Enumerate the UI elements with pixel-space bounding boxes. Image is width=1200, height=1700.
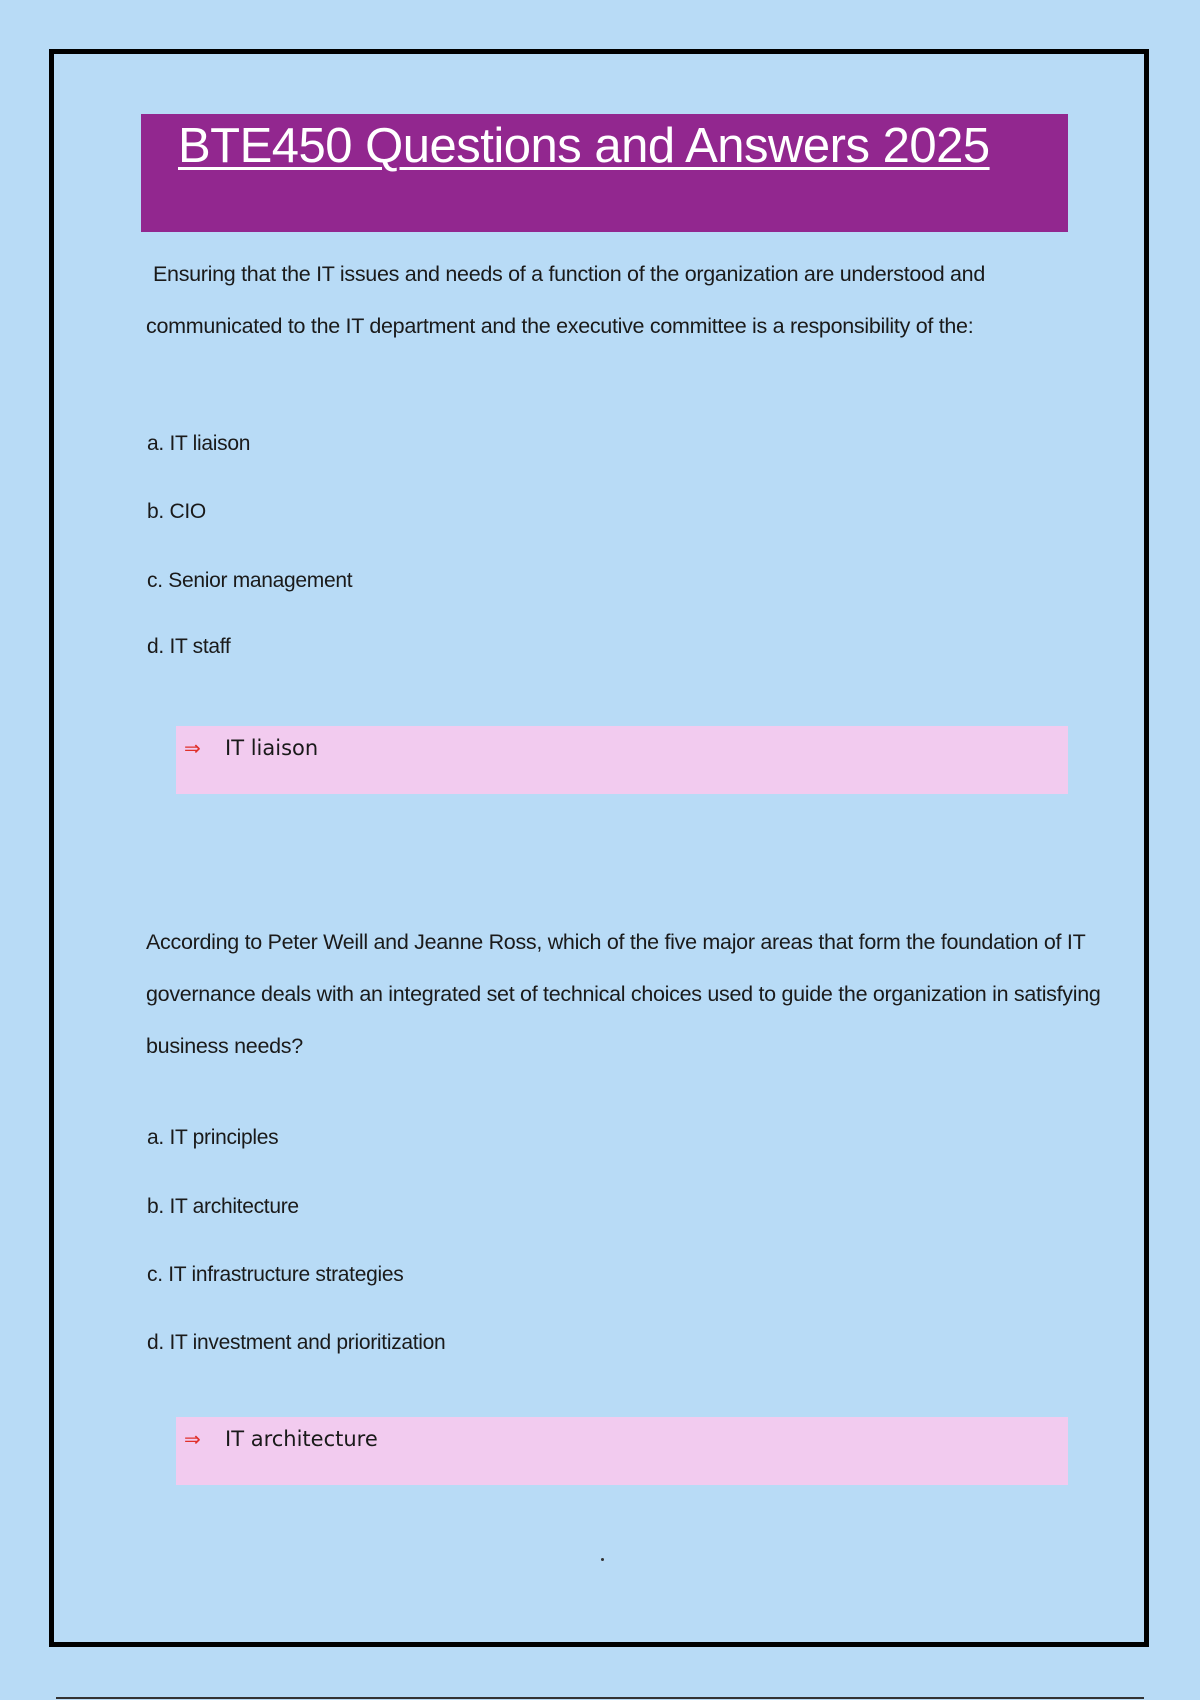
- double-right-arrow-icon: ⇒: [184, 1427, 201, 1451]
- question-1-answer-box: [176, 726, 1068, 794]
- question-2-option-c: c. IT infrastructure strategies: [147, 1263, 404, 1286]
- page-frame: [49, 49, 1149, 1647]
- question-1-text: Ensuring that the IT issues and needs of a function of the organization are understood and communicated to the IT department and the executive committee is a responsibility of the:: [146, 262, 985, 338]
- question-1-option-c: c. Senior management: [147, 569, 353, 592]
- bottom-rule: [56, 1697, 1144, 1699]
- question-2-option-d: d. IT investment and prioritization: [147, 1331, 446, 1354]
- question-2-answer: IT architecture: [225, 1427, 378, 1451]
- question-1-option-b: b. CIO: [147, 500, 206, 523]
- double-right-arrow-icon: ⇒: [184, 736, 201, 760]
- question-2-text: According to Peter Weill and Jeanne Ross, which of the five major areas that form the foundation of IT governance deals with an integrated set of technical choices used to guide the organization in satisfying business needs?: [146, 930, 1101, 1058]
- question-2-option-b: b. IT architecture: [147, 1195, 299, 1218]
- question-1-answer: IT liaison: [225, 736, 319, 760]
- question-1-option-a: a. IT liaison: [147, 432, 251, 455]
- question-1-option-d: d. IT staff: [147, 635, 231, 658]
- question-2-option-a: a. IT principles: [147, 1126, 279, 1149]
- question-2-answer-box: [176, 1417, 1068, 1485]
- footer-dot: [601, 1558, 604, 1561]
- title-banner: [141, 114, 1068, 232]
- page-title: BTE450 Questions and Answers 2025: [178, 119, 990, 173]
